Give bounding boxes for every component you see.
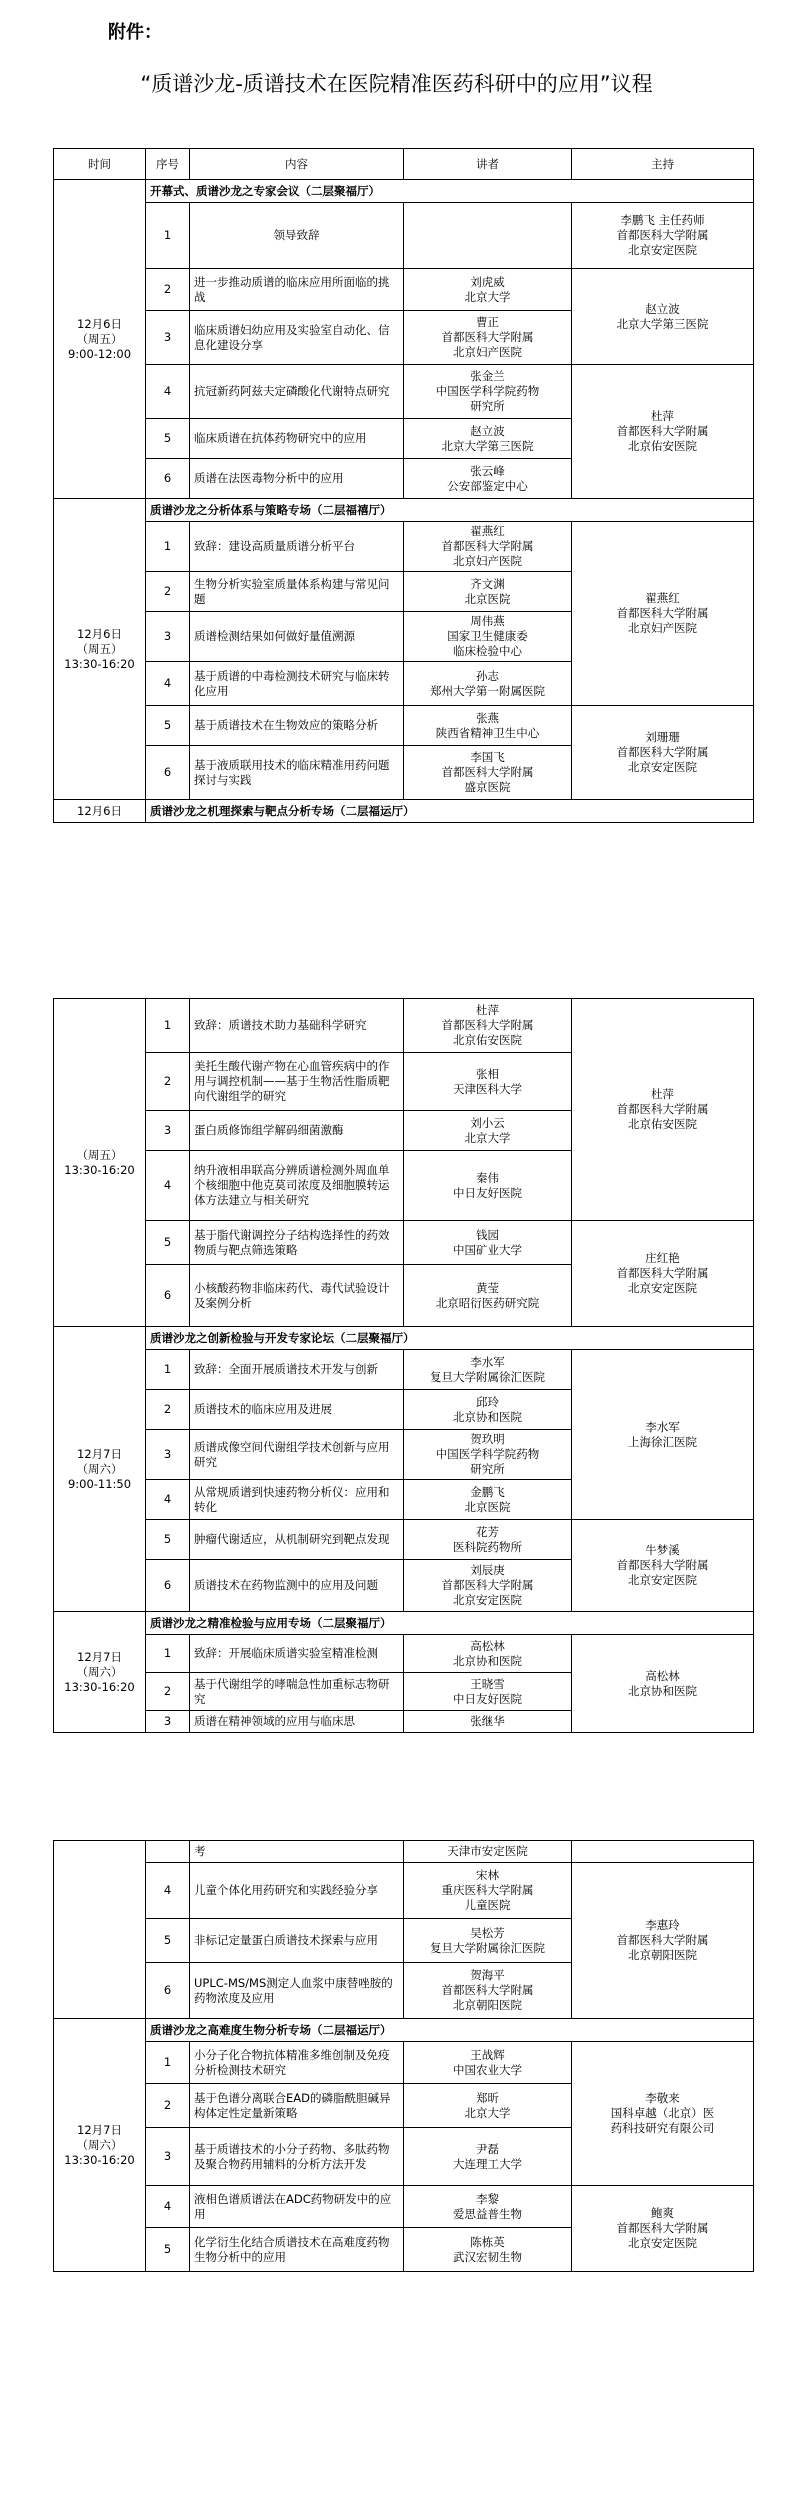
item-content: 质谱检测结果如何做好量值溯源: [190, 612, 404, 662]
item-number: 6: [146, 459, 190, 499]
item-speaker: 贺玖明 中国医学科学院药物 研究所: [404, 1430, 572, 1480]
agenda-row: [54, 1635, 754, 1673]
item-content: 纳升液相串联高分辨质谱检测外周血单个核细胞中他克莫司浓度及细胞膜转运体方法建立与相关研究: [190, 1151, 404, 1221]
section-title: 质谱沙龙之高难度生物分析专场（二层福运厅）: [146, 2019, 754, 2042]
section-row: [54, 800, 754, 823]
session-time: 12月6日 （周五） 13:30-16:20: [54, 499, 146, 800]
item-speaker: 刘虎威 北京大学: [404, 269, 572, 311]
agenda-row: [54, 1350, 754, 1390]
session-host: 李水军 上海徐汇医院: [572, 1350, 754, 1520]
item-speaker: 邱玲 北京协和医院: [404, 1390, 572, 1430]
item-speaker: 吴松芳 复旦大学附属徐汇医院: [404, 1919, 572, 1963]
item-speaker: 刘辰庚 首都医科大学附属 北京安定医院: [404, 1560, 572, 1612]
item-speaker: 天津市安定医院: [404, 1841, 572, 1863]
item-speaker: 秦伟 中日友好医院: [404, 1151, 572, 1221]
item-content: 基于液质联用技术的临床精准用药问题探讨与实践: [190, 746, 404, 800]
item-number: 6: [146, 1963, 190, 2019]
session-host: 鲍爽 首都医科大学附属 北京安定医院: [572, 2186, 754, 2272]
item-number: 5: [146, 2228, 190, 2272]
item-speaker: 李黎 爱思益普生物: [404, 2186, 572, 2228]
header-host: 主持: [572, 149, 754, 180]
session-host: 刘珊珊 首都医科大学附属 北京安定医院: [572, 706, 754, 800]
item-content: 质谱在精神领域的应用与临床思: [190, 1711, 404, 1733]
agenda-row: [54, 1520, 754, 1560]
item-speaker: 张相 天津医科大学: [404, 1053, 572, 1111]
item-content: 致辞：全面开展质谱技术开发与创新: [190, 1350, 404, 1390]
header-row: [54, 149, 754, 180]
item-speaker: 赵立波 北京大学第三医院: [404, 419, 572, 459]
session-host: 牛梦溪 首都医科大学附属 北京安定医院: [572, 1520, 754, 1612]
item-number: 5: [146, 1221, 190, 1265]
item-content: 基于质谱的中毒检测技术研究与临床转化应用: [190, 662, 404, 706]
agenda-table: [53, 1840, 754, 2272]
session-time: 12月6日: [54, 800, 146, 823]
agenda-row: [54, 706, 754, 746]
item-speaker: 张金兰 中国医学科学院药物 研究所: [404, 365, 572, 419]
item-content: UPLC-MS/MS测定人血浆中康替唑胺的药物浓度及应用: [190, 1963, 404, 2019]
item-content: 质谱在法医毒物分析中的应用: [190, 459, 404, 499]
agenda-table: [53, 998, 754, 1733]
item-number: 2: [146, 572, 190, 612]
item-number: 2: [146, 1390, 190, 1430]
agenda-row: [54, 1841, 754, 1863]
item-content: 质谱技术在药物监测中的应用及问题: [190, 1560, 404, 1612]
item-content: 非标记定量蛋白质谱技术探索与应用: [190, 1919, 404, 1963]
item-number: 4: [146, 1480, 190, 1520]
item-speaker: 孙志 郑州大学第一附属医院: [404, 662, 572, 706]
session-host: 高松林 北京协和医院: [572, 1635, 754, 1733]
section-title: 质谱沙龙之创新检验与开发专家论坛（二层聚福厅）: [146, 1327, 754, 1350]
section-row: [54, 180, 754, 203]
item-number: 3: [146, 2128, 190, 2186]
item-number: 4: [146, 1151, 190, 1221]
item-speaker: 翟燕红 首都医科大学附属 北京妇产医院: [404, 522, 572, 572]
item-content: 基于色谱分离联合EAD的磷脂酰胆碱异构体定性定量新策略: [190, 2084, 404, 2128]
item-content: 美托生酸代谢产物在心血管疾病中的作用与调控机制——基于生物活性脂质靶向代谢组学的研究: [190, 1053, 404, 1111]
item-content: 小核酸药物非临床药代、毒代试验设计及案例分析: [190, 1265, 404, 1327]
item-number: 3: [146, 311, 190, 365]
item-content: 质谱技术的临床应用及进展: [190, 1390, 404, 1430]
item-speaker: 李国飞 首都医科大学附属 盛京医院: [404, 746, 572, 800]
item-content: 基于质谱技术的小分子药物、多肽药物及聚合物药用辅料的分析方法开发: [190, 2128, 404, 2186]
agenda-row: [54, 1863, 754, 1919]
item-number: 3: [146, 612, 190, 662]
item-speaker: 张继华: [404, 1711, 572, 1733]
section-row: [54, 1327, 754, 1350]
item-content: 生物分析实验室质量体系构建与常见问题: [190, 572, 404, 612]
item-number: 1: [146, 999, 190, 1053]
agenda-row: [54, 1221, 754, 1265]
session-time: 12月7日 （周六） 13:30-16:20: [54, 1612, 146, 1733]
item-number: 6: [146, 746, 190, 800]
item-number: 2: [146, 1673, 190, 1711]
item-content: 基于代谢组学的哮喘急性加重标志物研究: [190, 1673, 404, 1711]
item-speaker: 尹磊 大连理工大学: [404, 2128, 572, 2186]
session-host: 李鹏飞 主任药师 首都医科大学附属 北京安定医院: [572, 203, 754, 269]
item-content: 基于质谱技术在生物效应的策略分析: [190, 706, 404, 746]
item-number: 5: [146, 1919, 190, 1963]
item-number: 1: [146, 1350, 190, 1390]
item-number: 2: [146, 1053, 190, 1111]
agenda-row: [54, 365, 754, 419]
item-content: 蛋白质修饰组学解码细菌激酶: [190, 1111, 404, 1151]
item-speaker: 花芳 医科院药物所: [404, 1520, 572, 1560]
item-number: 4: [146, 365, 190, 419]
item-number: 1: [146, 1635, 190, 1673]
item-speaker: 郑昕 北京大学: [404, 2084, 572, 2128]
item-content: 化学衍生化结合质谱技术在高难度药物生物分析中的应用: [190, 2228, 404, 2272]
item-speaker: 李水军 复旦大学附属徐汇医院: [404, 1350, 572, 1390]
document-title: “质谱沙龙-质谱技术在医院精准医药科研中的应用”议程: [140, 72, 653, 96]
item-number: 4: [146, 662, 190, 706]
item-content: 领导致辞: [190, 203, 404, 269]
agenda-row: [54, 2042, 754, 2084]
item-number: [146, 1841, 190, 1863]
item-number: 3: [146, 1430, 190, 1480]
item-number: 3: [146, 1711, 190, 1733]
item-content: 进一步推动质谱的临床应用所面临的挑战: [190, 269, 404, 311]
item-content: 临床质谱在抗体药物研究中的应用: [190, 419, 404, 459]
session-host: 李敬来 国科卓越（北京）医 药科技研究有限公司: [572, 2042, 754, 2186]
item-content: 致辞：质谱技术助力基础科学研究: [190, 999, 404, 1053]
session-host: 李惠玲 首都医科大学附属 北京朝阳医院: [572, 1863, 754, 2019]
item-speaker: 杜萍 首都医科大学附属 北京佑安医院: [404, 999, 572, 1053]
item-number: 4: [146, 1863, 190, 1919]
item-number: 1: [146, 203, 190, 269]
agenda-row: [54, 269, 754, 311]
item-speaker: 钱园 中国矿业大学: [404, 1221, 572, 1265]
agenda-row: [54, 203, 754, 269]
item-number: 5: [146, 706, 190, 746]
item-speaker: 张云峰 公安部鉴定中心: [404, 459, 572, 499]
section-title: 质谱沙龙之分析体系与策略专场（二层福禧厅）: [146, 499, 754, 522]
agenda-table: [53, 148, 754, 823]
header-time: 时间: [54, 149, 146, 180]
item-content: 小分子化合物抗体精准多维创制及免疫分析检测技术研究: [190, 2042, 404, 2084]
item-number: 5: [146, 1520, 190, 1560]
item-speaker: 宋林 重庆医科大学附属 儿童医院: [404, 1863, 572, 1919]
item-number: 1: [146, 522, 190, 572]
section-row: [54, 1612, 754, 1635]
item-content: 致辞：建设高质量质谱分析平台: [190, 522, 404, 572]
header-no: 序号: [146, 149, 190, 180]
item-number: 6: [146, 1560, 190, 1612]
item-speaker: 曹正 首都医科大学附属 北京妇产医院: [404, 311, 572, 365]
item-content: 液相色谱质谱法在ADC药物研发中的应用: [190, 2186, 404, 2228]
item-speaker: 王晓雪 中日友好医院: [404, 1673, 572, 1711]
item-number: 3: [146, 1111, 190, 1151]
session-host: 赵立波 北京大学第三医院: [572, 269, 754, 365]
item-content: 质谱成像空间代谢组学技术创新与应用研究: [190, 1430, 404, 1480]
item-number: 2: [146, 269, 190, 311]
section-title: 质谱沙龙之机理探索与靶点分析专场（二层福运厅）: [146, 800, 754, 823]
item-content: 肿瘤代谢适应，从机制研究到靶点发现: [190, 1520, 404, 1560]
item-speaker: 高松林 北京协和医院: [404, 1635, 572, 1673]
session-time: 12月6日 （周五） 9:00-12:00: [54, 180, 146, 499]
item-content: 儿童个体化用药研究和实践经验分享: [190, 1863, 404, 1919]
item-speaker: 刘小云 北京大学: [404, 1111, 572, 1151]
section-title: 质谱沙龙之精准检验与应用专场（二层聚福厅）: [146, 1612, 754, 1635]
item-speaker: 黄莹 北京昭衍医药研究院: [404, 1265, 572, 1327]
item-number: 2: [146, 2084, 190, 2128]
item-number: 6: [146, 1265, 190, 1327]
item-speaker: 周伟燕 国家卫生健康委 临床检验中心: [404, 612, 572, 662]
session-host: 翟燕红 首都医科大学附属 北京妇产医院: [572, 522, 754, 706]
item-content: 致辞：开展临床质谱实验室精准检测: [190, 1635, 404, 1673]
header-content: 内容: [190, 149, 404, 180]
item-speaker: 陈栋英 武汉宏韧生物: [404, 2228, 572, 2272]
agenda-row: [54, 522, 754, 572]
item-speaker: 贺海平 首都医科大学附属 北京朝阳医院: [404, 1963, 572, 2019]
session-host: 杜萍 首都医科大学附属 北京佑安医院: [572, 999, 754, 1221]
item-speaker: 金鹏飞 北京医院: [404, 1480, 572, 1520]
session-time: 12月7日 （周六） 9:00-11:50: [54, 1327, 146, 1612]
item-content: 抗冠新药阿兹夫定磷酸化代谢特点研究: [190, 365, 404, 419]
item-content: 考: [190, 1841, 404, 1863]
header-speaker: 讲者: [404, 149, 572, 180]
item-number: 5: [146, 419, 190, 459]
attachment-label: 附件：: [108, 22, 162, 43]
item-number: 4: [146, 2186, 190, 2228]
agenda-row: [54, 2186, 754, 2228]
session-host: 杜萍 首都医科大学附属 北京佑安医院: [572, 365, 754, 499]
item-speaker: 王战辉 中国农业大学: [404, 2042, 572, 2084]
section-title: 开幕式、质谱沙龙之专家会议（二层聚福厅）: [146, 180, 754, 203]
agenda-row: [54, 999, 754, 1053]
session-time: 12月7日 （周六） 13:30-16:20: [54, 2019, 146, 2272]
item-content: 从常规质谱到快速药物分析仪：应用和转化: [190, 1480, 404, 1520]
section-row: [54, 2019, 754, 2042]
session-time: [54, 1841, 146, 2019]
item-speaker: [404, 203, 572, 269]
item-number: 1: [146, 2042, 190, 2084]
item-speaker: 齐文渊 北京医院: [404, 572, 572, 612]
item-content: 临床质谱妇幼应用及实验室自动化、信息化建设分享: [190, 311, 404, 365]
session-host: [572, 1841, 754, 1863]
section-row: [54, 499, 754, 522]
item-speaker: 张燕 陕西省精神卫生中心: [404, 706, 572, 746]
item-content: 基于脂代谢调控分子结构选择性的药效物质与靶点筛选策略: [190, 1221, 404, 1265]
session-host: 庄红艳 首都医科大学附属 北京安定医院: [572, 1221, 754, 1327]
session-time: （周五） 13:30-16:20: [54, 999, 146, 1327]
